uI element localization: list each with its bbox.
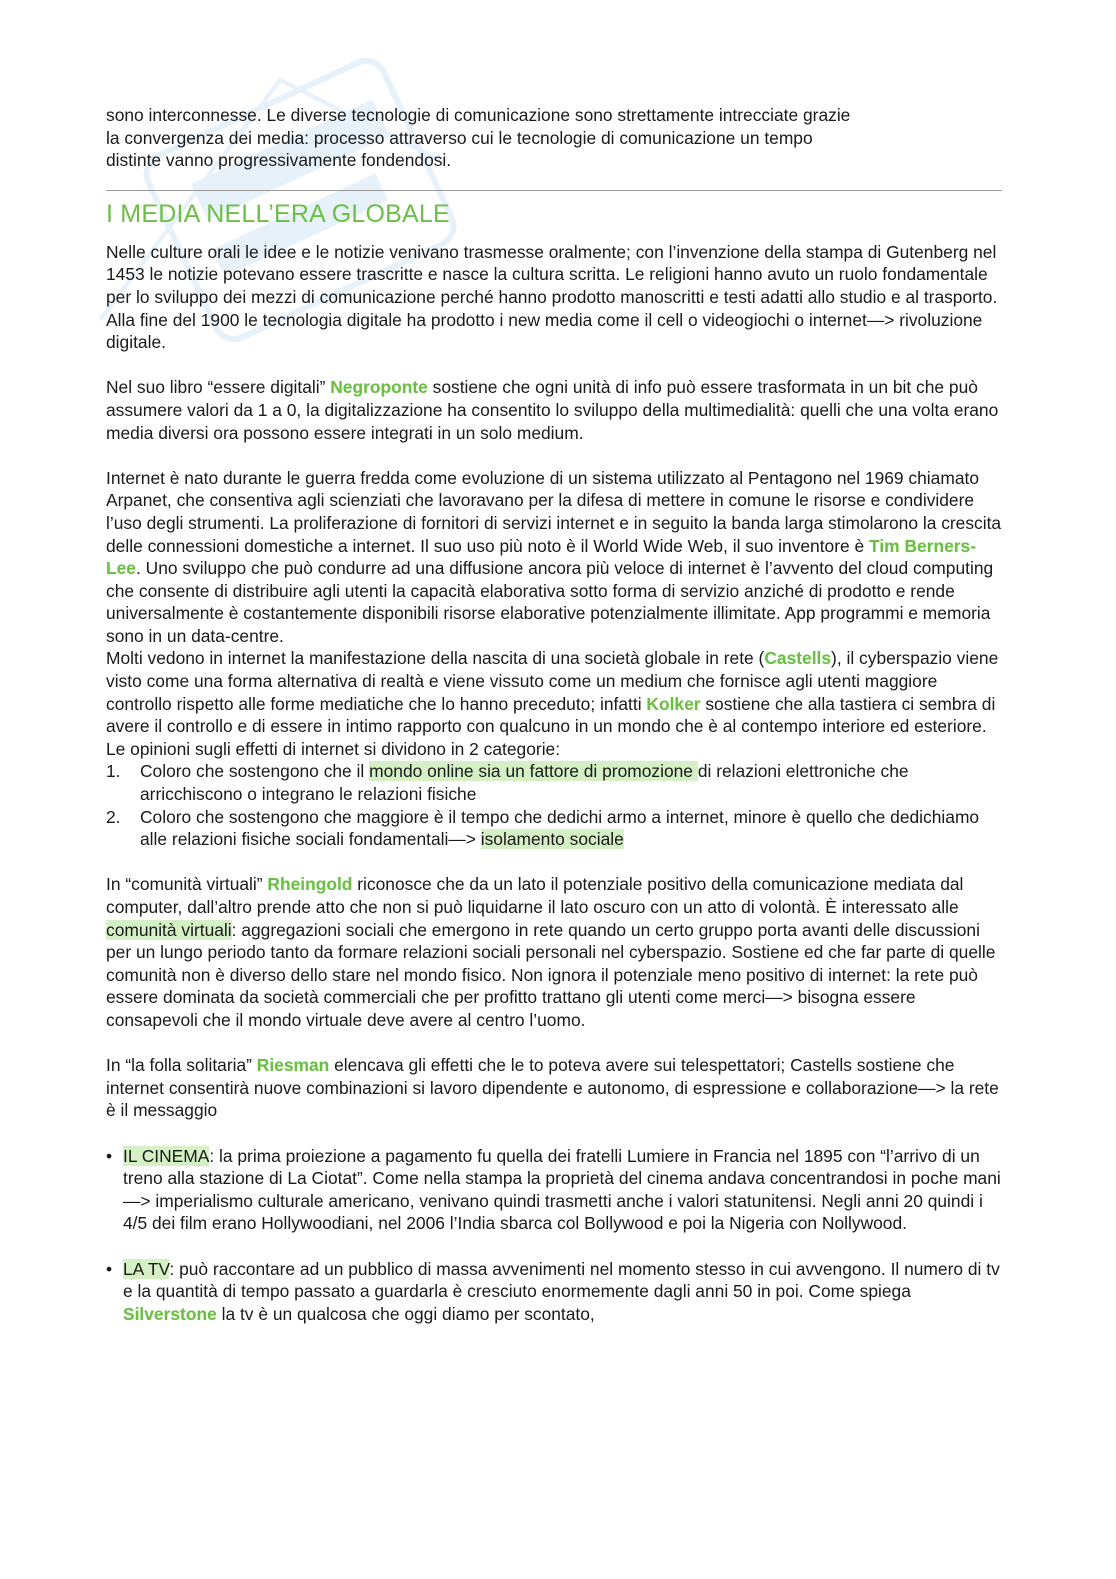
intro-line: sono interconnesse. Le diverse tecnologie di comunicazione sono strettamente intrecciate grazie [106,105,851,125]
highlight: LA TV [123,1258,170,1279]
media-bullets [106,1258,1002,1326]
paragraph-orality: Nelle culture orali le idee e le notizie venivano trasmesse oralmente; con l’invenzione della stampa di Gutenberg nel 1453 le notizie potevano essere trascritte e nasce la cultura scritta. Le religioni hanno avuto un ruolo fondamentale per lo sviluppo dei mezzi di comunicazione perché hanno prodotto manoscritti e testi adatti allo studio e al trasporto. Alla fine del 1900 le tecnologia digitale ha prodotto i new media come il cell o videogiochi o internet—> rivoluzione digitale. [106,241,998,353]
list-item: 2. Coloro che sostengono che maggiore è il tempo che dedichi armo a internet, minore è quello che dedichiamo alle relazioni fisiche sociali fondamentali—> isolamento sociale [106,806,980,850]
author-rheingold: Rheingold [267,874,353,895]
opinions-list [106,760,1002,850]
highlight: isolamento sociale [480,829,624,850]
paragraph-opinions: Le opinioni sugli effetti di internet si dividono in 2 categorie: [106,738,561,759]
paragraph-negroponte: Nel suo libro “essere digitali” Negroponte sostiene che ogni unità di info può essere trasformata in un bit che può assumere valori da 1 a 0, la digitalizzazione ha consentito lo sviluppo della multimedialità: quelli che una volta erano media diversi ora possono essere integrati in un solo medium. [106,377,999,443]
author-silverstone: Silverstone [123,1303,217,1324]
author-negroponte: Negroponte [330,377,428,398]
intro-paragraph [106,104,1002,172]
paragraph-internet: Internet è nato durante le guerra fredda come evoluzione di un sistema utilizzato al Pentagono nel 1969 chiamato Arpanet, che consentiva agli scienziati che lavoravano per la difesa di mettere in comune le risorse e condividere l’uso degli strumenti. La proliferazione di fornitori di servizi internet e in seguito la banda larga stimolarono la crescita delle connessioni domestiche a internet. Il suo uso più noto è il World Wide Web, il suo inventore è Tim Berners-Lee. Uno sviluppo che può condurre ad una diffusione ancora più veloce di internet è l’avvento del cloud computing che consente di distribuire agli utenti la capacità elaborativa sotto forma di servizio anziché di prodotto e rende universalmente è costantemente disponibili risorse elaborative potenzialmente illimitate. App programmi e memoria sono in un data-centre. [106,467,1002,646]
section-divider [106,190,1002,191]
paragraph-riesman: In “la folla solitaria” Riesman elencava gli effetti che le to poteva avere sui telespettatori; Castells sostiene che internet consentirà nuove combinazioni si lavoro dipendente e autonomo, di espressione e collaborazione—> la rete è il messaggio [106,1055,999,1121]
highlight: IL CINEMA [123,1145,210,1166]
bullet-tv: • LA TV: può raccontare ad un pubblico di massa avvenimenti nel momento stesso in cui avvengono. Il numero di tv e la quantità di tempo passato a guardarla è cresciuto enormemente dagli anni 50 in poi. Come spiega Silverstone la tv è un qualcosa che oggi diamo per scontato, [106,1258,1000,1324]
intro-line: la convergenza dei media: processo attraverso cui le tecnologie di comunicazione un tempo [106,127,813,148]
highlight: mondo online sia un fattore di promozione [369,761,698,782]
list-item: 1. Coloro che sostengono che il mondo online sia un fattore di promozione di relazioni elettroniche che arricchiscono o integrano le relazioni fisiche [106,761,909,805]
document-page [106,104,1002,1325]
highlight: comunità virtuali [106,919,232,940]
author-kolker: Kolker [646,693,701,714]
bullet-cinema: • IL CINEMA: la prima proiezione a pagamento fu quella dei fratelli Lumiere in Francia nel 1895 con “l’arrivo di un treno alla stazione di La Ciotat”. Come nella stampa la proprietà del cinema andava concentrandosi in poche mani—> imperialismo culturale americano, venivano quindi trasmetti anche i valori statunitensi. Negli anni 20 quindi i 4/5 dei film erano Hollywoodiani, nel 2006 l’India sbarca col Bollywood e poi la Nigeria con Nollywood. [106,1145,1001,1234]
author-castells: Castells [764,648,832,669]
author-berners-lee: Tim Berners-Lee [106,535,976,579]
paragraph-rheingold: In “comunità virtuali” Rheingold riconosce che da un lato il potenziale positivo della comunicazione mediata dal computer, dall’altro prende atto che non si può liquidarne il lato oscuro con un atto di volontà. È interessato alle comunità virtuali: aggregazioni sociali che emergono in rete quando un certo gruppo porta avanti delle discussioni per un lungo periodo tanto da formare relazioni sociali personali nel cyberspazio. Sostiene ed che far parte di quelle comunità non è diverso dello stare nel mondo fisico. Non ignora il potenziale meno positivo di internet: la rete può essere dominata da società commerciali che per profitto trattano gli utenti come merci—> bisogna essere consapevoli che il mondo virtuale deve avere al centro l’uomo. [106,874,996,1030]
paragraph-castells: Molti vedono in internet la manifestazione della nascita di una società globale in rete (Castells), il cyberspazio viene visto come una forma alternativa di realtà e viene vissuto come un medium che fornisce agli utenti maggiore controllo rispetto alle forme mediatiche che lo hanno preceduto; infatti Kolker sostiene che alla tastiera ci sembra di avere il controllo e di essere in intimo rapporto con qualcuno in un mondo che è al contempo interiore ed esteriore. [106,648,999,737]
author-riesman: Riesman [256,1055,330,1076]
intro-line: distinte vanno progressivamente fondendosi. [106,150,452,171]
section-title: I MEDIA NELL’ERA GLOBALE [106,199,450,228]
media-bullets [106,1145,1002,1235]
